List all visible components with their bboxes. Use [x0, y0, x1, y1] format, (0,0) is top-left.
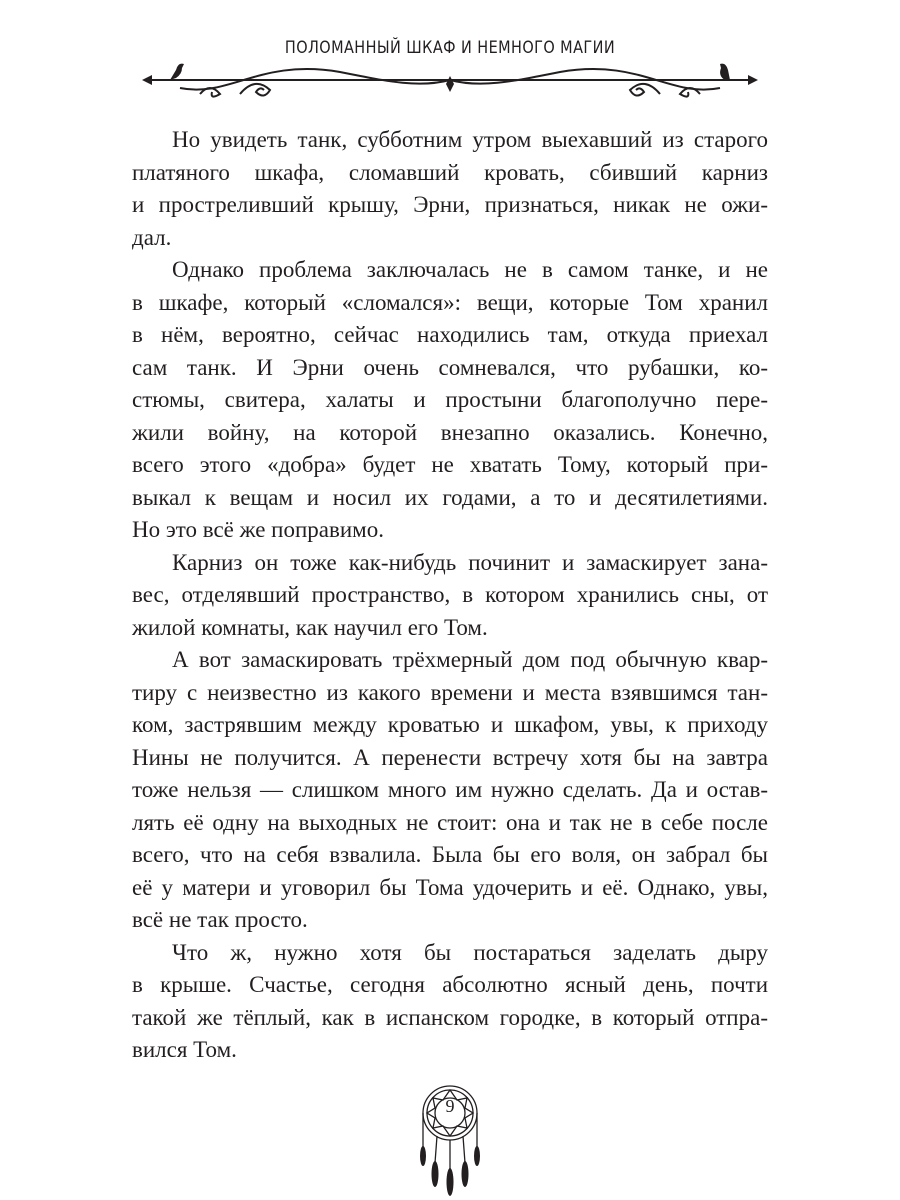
- page-number: 9: [445, 1096, 455, 1116]
- paragraph-line: такой же тёплый, как в испанском городке, в который отпра-: [132, 1004, 768, 1030]
- paragraph-line: в крыше. Счастье, сегодня абсолютно ясный день, почти: [132, 972, 768, 997]
- paragraph-line: Что ж, нужно хотя бы постараться заделать дыру: [172, 939, 768, 965]
- paragraph-line: выкал к вещам и носил их годами, а то и десятилетиями.: [132, 484, 768, 510]
- paragraph-line: всё не так просто.: [132, 907, 308, 932]
- paragraph-line: вился Том.: [132, 1037, 237, 1062]
- paragraph-line: тоже нельзя — слишком много им нужно сделать. Да и остав-: [132, 777, 768, 802]
- paragraph-line: её у матери и уговорил бы Тома удочерить и её. Однако, увы,: [132, 874, 768, 900]
- paragraph-line: жили войну, на которой внезапно оказались. Конечно,: [132, 419, 768, 445]
- paragraph-line: Карниз он тоже как-нибудь починит и замаскирует зана-: [172, 549, 768, 575]
- paragraph-line: сам танк. И Эрни очень сомневался, что рубашки, ко-: [132, 354, 768, 380]
- paragraph-line: вес, отделявший пространство, в котором хранились сны, от: [132, 582, 768, 607]
- paragraph-line: ком, застрявшим между кроватью и шкафом, увы, к приходу: [132, 712, 768, 737]
- paragraph-line: всего, что на себя взвалила. Была бы его воля, он забрал бы: [132, 842, 768, 867]
- paragraph-line: Но увидеть танк, субботним утром выехавший из старого: [172, 127, 768, 152]
- header-ornament-divider: [140, 58, 760, 108]
- paragraph-line: Но это всё же поправимо.: [132, 517, 384, 542]
- paragraph-line: лять её одну на выходных не стоит: она и так не в себе после: [132, 809, 768, 835]
- paragraph-line: дал.: [132, 224, 172, 250]
- paragraph-line: тиру с неизвестно из какого времени и места взявшимся тан-: [132, 679, 768, 705]
- crow-right-icon: [720, 64, 730, 80]
- paragraph-line: в шкафе, который «сломался»: вещи, которые Том хранил: [132, 289, 768, 315]
- running-title: ПОЛОМАННЫЙ ШКАФ И НЕМНОГО МАГИИ: [284, 38, 616, 58]
- body-text: [132, 124, 768, 1067]
- paragraph-line: и простреливший крышу, Эрни, признаться, никак не ожи-: [132, 192, 768, 217]
- paragraph-line: в нём, вероятно, сейчас находились там, откуда приехал: [132, 322, 768, 347]
- paragraph-line: платяного шкафа, сломавший кровать, сбивший карниз: [132, 159, 768, 185]
- paragraph-line: Нины не получится. А перенести встречу хотя бы на завтра: [132, 744, 768, 770]
- paragraph-line: Однако проблема заключалась не в самом танке, и не: [172, 257, 768, 282]
- paragraph-line: стюмы, свитера, халаты и простыни благополучно пере-: [132, 387, 768, 412]
- crow-left-icon: [170, 64, 184, 80]
- paragraph-line: А вот замаскировать трёхмерный дом под обычную квар-: [172, 647, 768, 672]
- paragraph-line: жилой комнаты, как научил его Том.: [132, 614, 488, 640]
- paragraph-line: всего этого «добра» будет не хватать Тому, который при-: [132, 452, 768, 477]
